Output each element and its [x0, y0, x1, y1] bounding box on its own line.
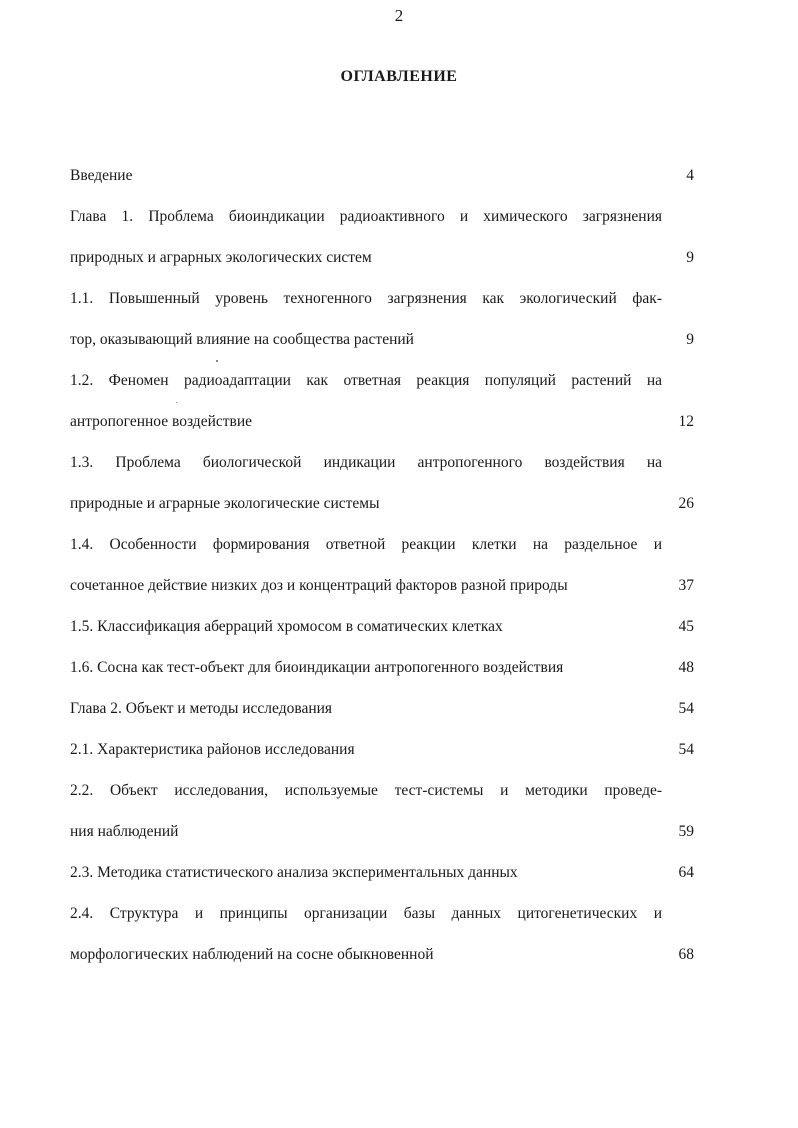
toc-entry-title: 1.5. Классификация аберраций хромосом в соматических клетках — [70, 618, 503, 635]
toc-entry[interactable] — [70, 779, 694, 820]
toc-entry[interactable] — [70, 656, 694, 697]
toc-entry-title: 2.1. Характеристика районов исследования — [70, 741, 355, 758]
toc-entry[interactable] — [70, 738, 694, 779]
toc-entry-title: 2.4. Структура и принципы организации базы данных цитогенетических и — [70, 905, 662, 922]
toc-entry-continuation[interactable] — [70, 820, 694, 861]
toc-entry-title: антропогенное воздействие — [70, 413, 253, 430]
toc-entry-page: 54 — [678, 700, 694, 717]
toc-entry[interactable] — [70, 164, 694, 205]
toc-entry-page: 59 — [678, 823, 694, 840]
toc-entry-title: Глава 2. Объект и методы исследования — [70, 700, 333, 717]
toc-entry-page: 4 — [686, 167, 694, 184]
toc-entry-title: 1.1. Повышенный уровень техногенного загрязнения как экологический фак- — [70, 290, 662, 307]
toc-entry-title: Введение — [70, 167, 133, 184]
scan-speck — [216, 360, 218, 362]
page-title: ОГЛАВЛЕНИЕ — [340, 68, 458, 85]
toc-entry-title: природных и аграрных экологических систем — [70, 249, 372, 266]
toc-entry-continuation[interactable] — [70, 574, 694, 615]
toc-entry-title: природные и аграрные экологические системы — [70, 495, 380, 512]
toc-entry-title: морфологических наблюдений на сосне обыкновенной — [70, 946, 434, 963]
toc-entry-continuation[interactable] — [70, 328, 694, 369]
toc-entry-title: сочетанное действие низких доз и концентраций факторов разной природы — [70, 577, 568, 594]
toc-entry-continuation[interactable] — [70, 492, 694, 533]
toc-entry-page: 12 — [678, 413, 694, 430]
toc-entry[interactable] — [70, 451, 694, 492]
toc-entry-title: тор, оказывающий влияние на сообщества растений — [70, 331, 414, 348]
toc-entry[interactable] — [70, 615, 694, 656]
toc-entry-page: 48 — [678, 659, 694, 676]
toc-entry-title: Глава 1. Проблема биоиндикации радиоактивного и химического загрязнения — [70, 208, 662, 225]
toc-entry-title: ния наблюдений — [70, 823, 179, 840]
toc-entry[interactable] — [70, 287, 694, 328]
toc-entry[interactable] — [70, 205, 694, 246]
page-number: 2 — [394, 6, 404, 25]
toc-entry-page: 9 — [686, 249, 694, 266]
toc-entry-continuation[interactable] — [70, 246, 694, 287]
toc-entry-title: 1.4. Особенности формирования ответной реакции клетки на раздельное и — [70, 536, 662, 553]
toc-entry-page: 64 — [678, 864, 694, 881]
toc-entry-title: 2.2. Объект исследования, используемые тест-системы и методики проведе- — [70, 782, 662, 799]
toc-entry[interactable] — [70, 902, 694, 943]
toc-entry-page: 26 — [678, 495, 694, 512]
toc-entry-page: 9 — [686, 331, 694, 348]
table-of-contents — [70, 164, 694, 984]
toc-entry[interactable] — [70, 861, 694, 902]
toc-entry[interactable] — [70, 369, 694, 410]
toc-entry[interactable] — [70, 533, 694, 574]
toc-entry-title: 1.3. Проблема биологической индикации антропогенного воздействия на — [70, 454, 662, 471]
toc-entry-title: 1.6. Сосна как тест-объект для биоиндикации антропогенного воздействия — [70, 659, 564, 676]
toc-entry-continuation[interactable] — [70, 410, 694, 451]
toc-entry-page: 68 — [678, 946, 694, 963]
scan-speck — [176, 402, 177, 403]
toc-entry-continuation[interactable] — [70, 943, 694, 984]
toc-entry[interactable] — [70, 697, 694, 738]
toc-entry-page: 54 — [678, 741, 694, 758]
toc-entry-page: 37 — [678, 577, 694, 594]
toc-entry-title: 2.3. Методика статистического анализа экспериментальных данных — [70, 864, 518, 881]
toc-entry-title: 1.2. Феномен радиоадаптации как ответная реакция популяций растений на — [70, 372, 662, 389]
toc-entry-page: 45 — [678, 618, 694, 635]
